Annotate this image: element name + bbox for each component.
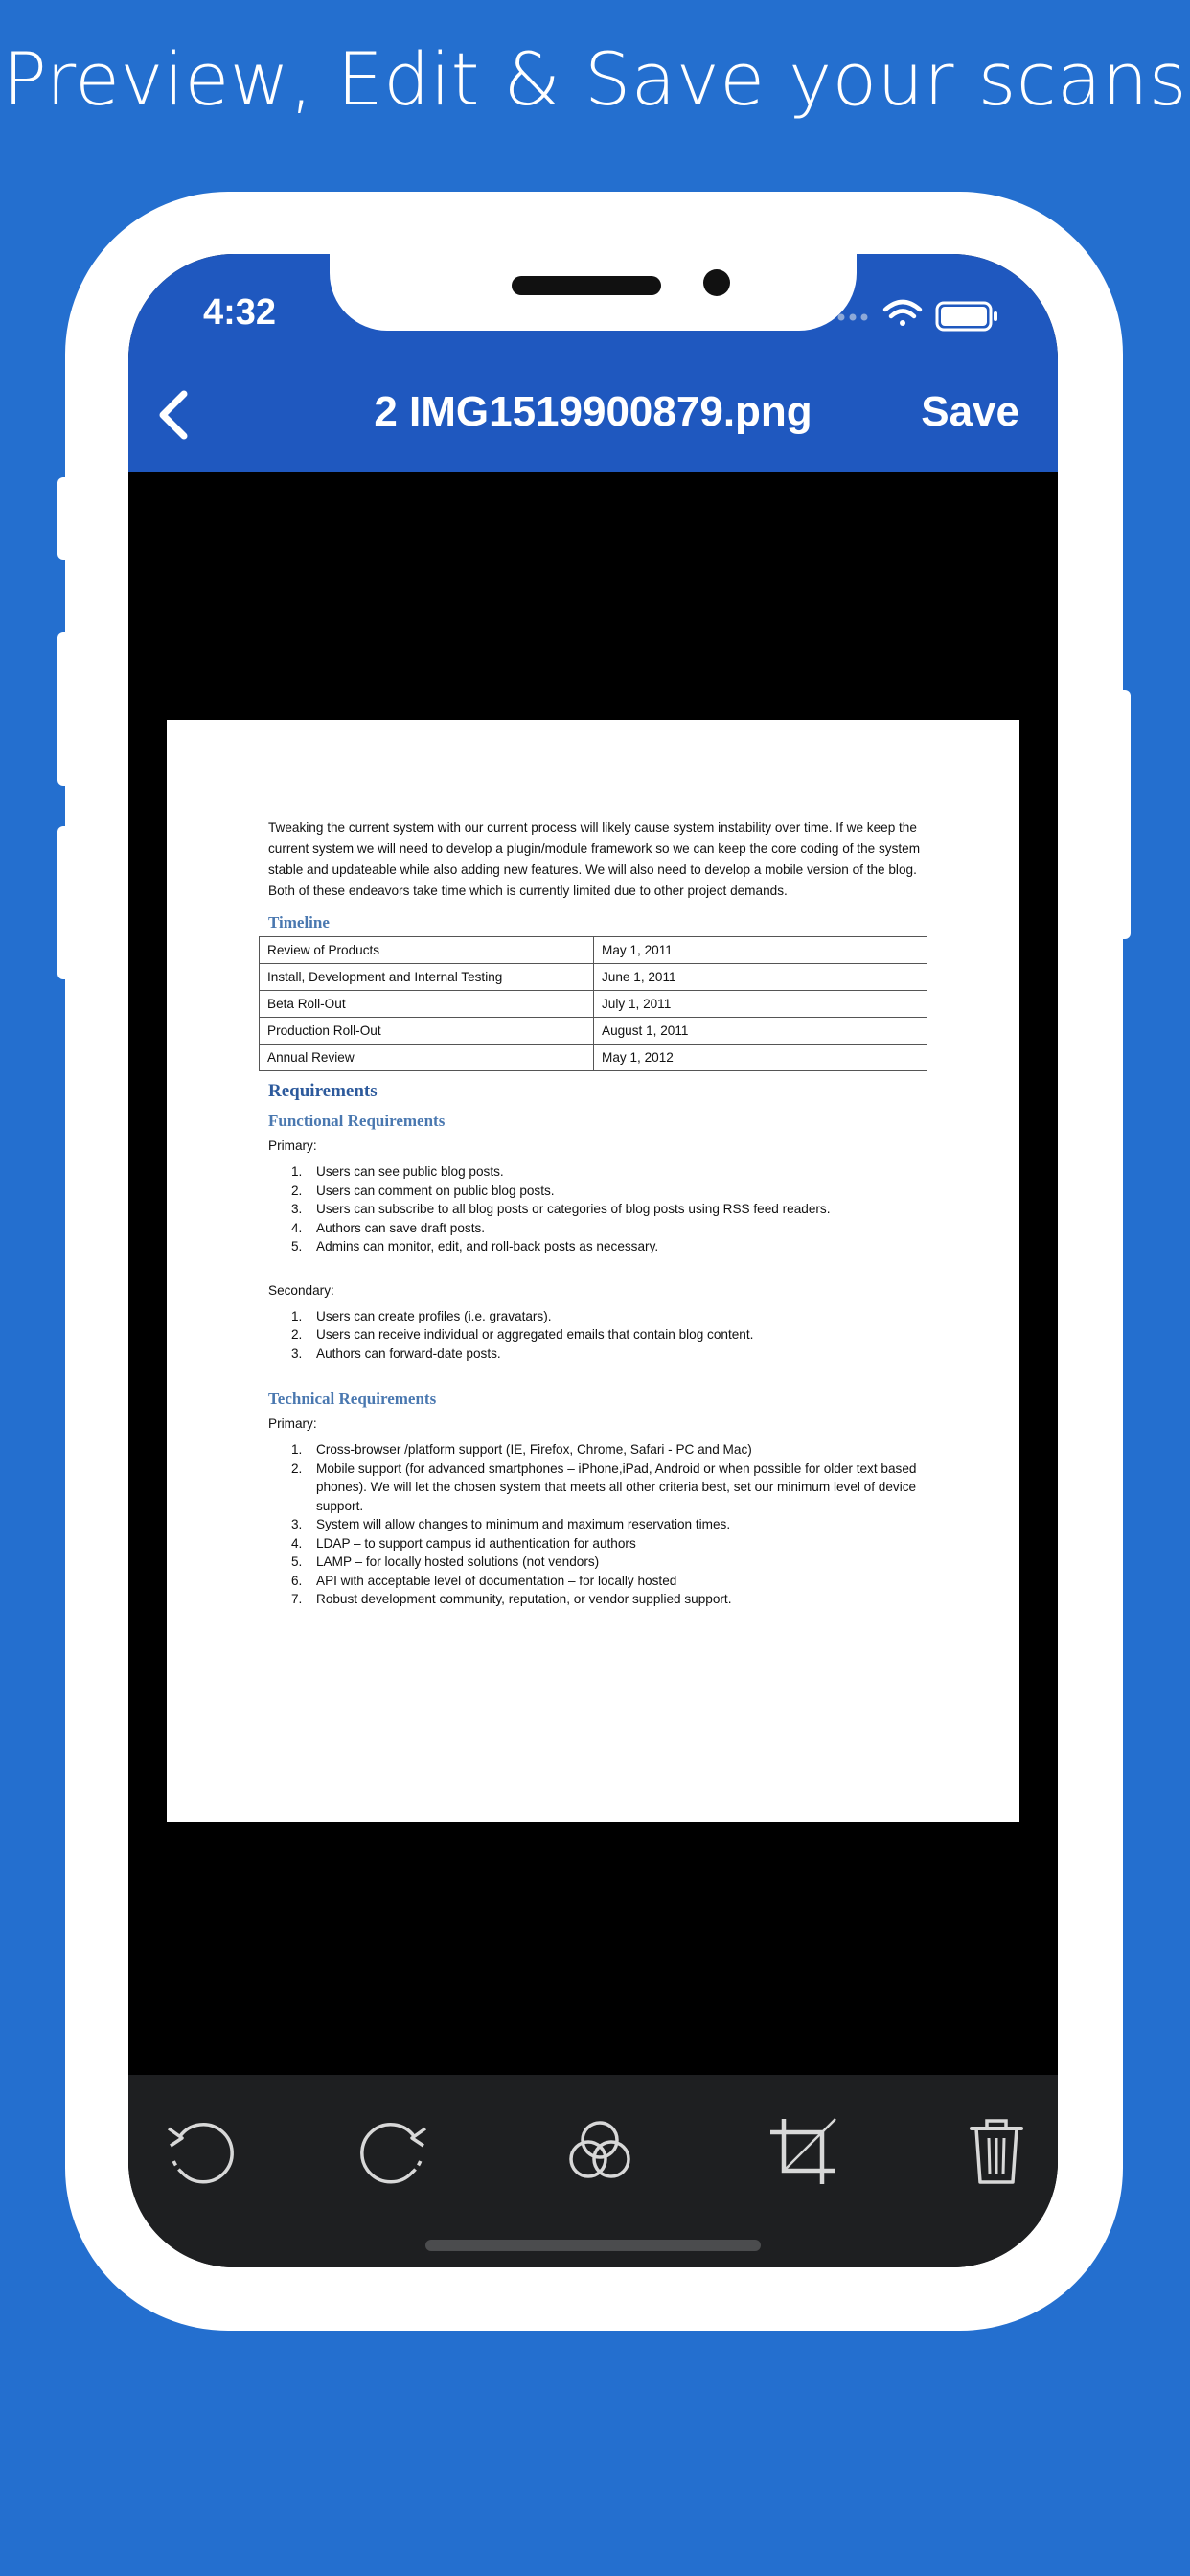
home-indicator[interactable] <box>425 2240 761 2251</box>
table-cell-date: July 1, 2011 <box>594 991 927 1018</box>
requirements-heading: Requirements <box>268 1081 378 1101</box>
list-number: 3. <box>291 1517 303 1531</box>
table-row <box>260 991 927 1018</box>
list-text: Users can receive individual or aggregated emails that contain blog content. <box>316 1327 754 1342</box>
list-item <box>291 1572 939 1591</box>
headline: Preview, Edit & Save your scans <box>3 36 1187 122</box>
filter-button[interactable] <box>561 2113 638 2190</box>
functional-primary-list <box>291 1162 939 1256</box>
list-number: 1. <box>291 1164 303 1179</box>
list-number: 1. <box>291 1442 303 1457</box>
table-cell-date: May 1, 2011 <box>594 937 927 964</box>
list-number: 6. <box>291 1573 303 1588</box>
technical-primary-label: Primary: <box>268 1416 317 1431</box>
list-text: Users can see public blog posts. <box>316 1164 504 1179</box>
crop-icon <box>765 2113 841 2190</box>
battery-icon <box>937 303 997 330</box>
primary-label: Primary: <box>268 1138 317 1153</box>
list-item <box>291 1460 939 1516</box>
list-number: 2. <box>291 1183 303 1198</box>
list-number: 5. <box>291 1239 303 1254</box>
list-text: Users can create profiles (i.e. gravatars). <box>316 1308 552 1323</box>
list-item <box>291 1345 939 1364</box>
table-cell-date: June 1, 2011 <box>594 964 927 991</box>
page-title: 2 IMG1519900879.png <box>374 388 812 435</box>
list-item <box>291 1200 939 1219</box>
list-item <box>291 1440 939 1460</box>
list-item <box>291 1552 939 1572</box>
list-text: Users can subscribe to all blog posts or categories of blog posts using RSS feed readers. <box>316 1202 831 1216</box>
list-number: 2. <box>291 1327 303 1342</box>
list-number: 4. <box>291 1220 303 1235</box>
table-cell-task: Review of Products <box>260 937 594 964</box>
table-cell-date: August 1, 2011 <box>594 1018 927 1045</box>
table-cell-task: Beta Roll-Out <box>260 991 594 1018</box>
list-item <box>291 1325 939 1345</box>
table-cell-task: Production Roll-Out <box>260 1018 594 1045</box>
rotate-left-icon <box>159 2113 236 2190</box>
scanned-document[interactable] <box>167 720 1019 1822</box>
document-intro: Tweaking the current system with our current process will likely cause system instability over time. If we keep the current system we will need to develop a plugin/module framework so we can keep the core coding of the system stable and updateable while also adding new features. We will also need to develop a mobile version of the blog. Both of these endeavors take time which is currently limited due to other project demands. <box>268 820 921 898</box>
table-row <box>260 937 927 964</box>
rotate-right-icon <box>358 2113 435 2190</box>
table-cell-date: May 1, 2012 <box>594 1045 927 1071</box>
list-number: 4. <box>291 1535 303 1551</box>
status-time: 4:32 <box>203 292 277 333</box>
list-text: Authors can save draft posts. <box>316 1220 486 1235</box>
list-item <box>291 1515 939 1534</box>
technical-primary-list <box>291 1440 939 1609</box>
trash-icon <box>958 2113 1035 2190</box>
rotate-right-button[interactable] <box>358 2113 435 2190</box>
list-text: Robust development community, reputation, or vendor supplied support. <box>316 1592 732 1606</box>
secondary-label: Secondary: <box>268 1282 334 1298</box>
wifi-icon <box>885 302 920 326</box>
list-item <box>291 1182 939 1201</box>
technical-heading: Technical Requirements <box>268 1390 437 1408</box>
table-row <box>260 1045 927 1071</box>
list-number: 2. <box>291 1460 303 1476</box>
speaker <box>512 276 661 295</box>
delete-button[interactable] <box>958 2113 1035 2190</box>
list-item <box>291 1590 939 1609</box>
filter-icon <box>561 2113 638 2190</box>
crop-button[interactable] <box>765 2113 841 2190</box>
table-row <box>260 964 927 991</box>
list-text: LDAP – to support campus id authentication for authors <box>316 1535 636 1551</box>
list-item <box>291 1307 939 1326</box>
functional-secondary-list <box>291 1307 939 1364</box>
list-item <box>291 1219 939 1238</box>
list-item <box>291 1534 939 1553</box>
list-number: 1. <box>291 1308 303 1323</box>
table-row <box>260 1018 927 1045</box>
edit-toolbar <box>128 2075 1058 2267</box>
list-text: LAMP – for locally hosted solutions (not vendors) <box>316 1554 600 1569</box>
table-cell-task: Annual Review <box>260 1045 594 1071</box>
front-camera <box>703 269 730 296</box>
list-text: Authors can forward-date posts. <box>316 1346 501 1361</box>
list-number: 3. <box>291 1346 303 1361</box>
rotate-left-button[interactable] <box>159 2113 236 2190</box>
timeline-table <box>259 936 927 1071</box>
list-number: 3. <box>291 1202 303 1216</box>
list-text: System will allow changes to minimum and maximum reservation times. <box>316 1517 731 1531</box>
list-text: Cross-browser /platform support (IE, Firefox, Chrome, Safari - PC and Mac) <box>316 1442 752 1457</box>
list-item <box>291 1162 939 1182</box>
list-number: 7. <box>291 1592 303 1606</box>
list-number: 5. <box>291 1554 303 1569</box>
document-content <box>268 817 939 1609</box>
timeline-heading: Timeline <box>268 913 330 932</box>
functional-heading: Functional Requirements <box>268 1112 446 1130</box>
list-text: Admins can monitor, edit, and roll-back posts as necessary. <box>316 1239 659 1254</box>
list-text: Users can comment on public blog posts. <box>316 1183 555 1198</box>
list-item <box>291 1237 939 1256</box>
list-text: API with acceptable level of documentation – for locally hosted <box>316 1573 677 1588</box>
table-cell-task: Install, Development and Internal Testing <box>260 964 594 991</box>
status-icons <box>822 296 1023 334</box>
list-text: Mobile support (for advanced smartphones – iPhone,iPad, Android or when possible for older text based phones). We will let the chosen system that meets all other criteria best, set our minimum level of device support. <box>316 1460 917 1513</box>
save-button[interactable]: Save <box>921 388 1019 435</box>
phone-screen <box>128 254 1058 2267</box>
